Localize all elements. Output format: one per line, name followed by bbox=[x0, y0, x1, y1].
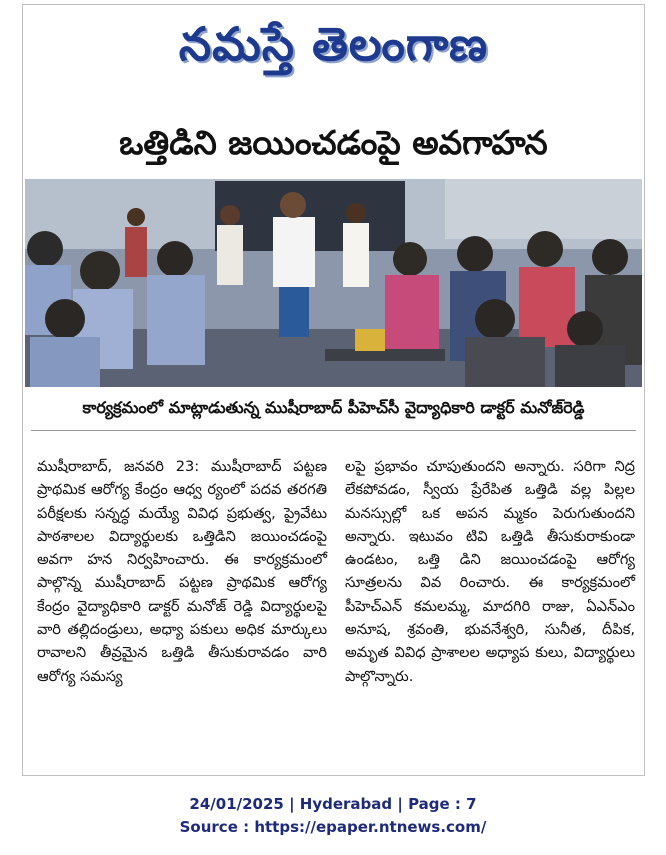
article-photo bbox=[25, 179, 642, 387]
caption-divider bbox=[31, 430, 636, 431]
article-body-column-left bbox=[37, 455, 327, 688]
photo-caption: కార్యక్రమంలో మాట్లాడుతున్న ముషీరాబాద్ పీహెచ్‌సీ వైద్యాధికారి డాక్టర్ మనోజ్‌రెడ్డి bbox=[82, 398, 585, 417]
article-body-column-right bbox=[345, 455, 635, 688]
source-link[interactable]: Source : https://epaper.ntnews.com/ bbox=[179, 818, 487, 836]
edition-info: 24/01/2025 | Hyderabad | Page : 7 bbox=[189, 795, 477, 813]
article-paragraph: ముషీరాబాద్, జనవరి 23: ముషీరాబాద్ పట్టణ ప్రాథమిక ఆరోగ్య కేంద్రం ఆధ్వ ర్యంలో పదవ తరగతి పరీక్షలకు సన్నద్ధ మయ్యే వివిధ ప్రభుత్వ, ప్రైవేటు పాఠశాలల విద్యార్థులకు ఒత్తిడిని జయించడంపై అవగా హన నిర్వహించారు. ఈ కార్యక్రమంలో పాల్గొన్న ముషీరాబాద్ పట్టణ ప్రాథమిక ఆరోగ్య కేంద్రం వైద్యాధికారి డాక్టర్ మనోజ్ రెడ్డి విద్యార్థులపై వారి తల్లిదండ్రులు, అధ్యా పకులు అధిక మార్కులు రావాలని తీవ్రమైన ఒత్తిడి తీసుకురావడం వారి ఆరోగ్య సమస్య bbox=[37, 458, 327, 685]
article-paragraph: లపై ప్రభావం చూపుతుందని అన్నారు. సరిగా నిద్ర లేకపోవడం, స్వీయ ప్రేరేపిత ఒత్తిడి వల్ల పిల్లల మనస్సుల్లో ఒక అపన మ్మకం పెరుగుతుందని అన్నారు. ఇటువం టివి ఒత్తిడి తీసుకురాకుండా ఉండటం, ఒత్తి డిని జయించడంపై ఆరోగ్య సూత్రలను వివ రించారు. ఈ కార్యక్రమంలో పీహెచ్‌ఎన్ కమలమ్మ, మాదగిరి రాజు, ఏఎన్‌ఎం అనూష, శ్రవంతి, భువనేశ్వరి, సునీత, దీపిక, అమృత వివిధ ప్రాశాలల అధ్యాప కులు, విద్యార్థులు పాల్గొన్నారు. bbox=[345, 458, 635, 685]
article-headline: ఒత్తిడిని జయించడంపై అవగాహన bbox=[119, 123, 548, 162]
newspaper-clipping bbox=[22, 4, 645, 776]
masthead-logo: నమస్తే తెలంగాణ bbox=[178, 17, 489, 71]
